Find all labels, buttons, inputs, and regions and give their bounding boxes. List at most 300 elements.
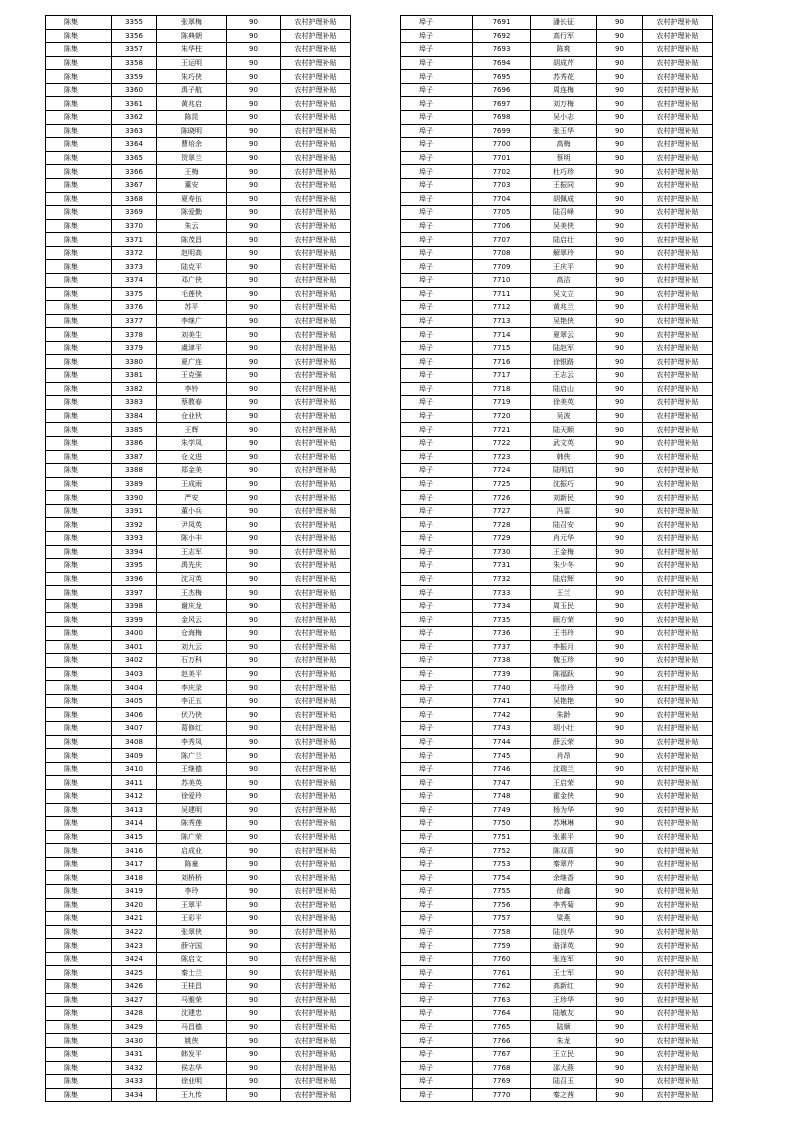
place-cell: 埠子	[401, 56, 473, 70]
amount-cell: 90	[227, 382, 281, 396]
table-row	[401, 817, 713, 831]
table-row	[401, 233, 713, 247]
number-cell: 7756	[473, 898, 531, 912]
table-row	[401, 165, 713, 179]
place-cell: 埠子	[401, 1020, 473, 1034]
place-cell: 陈集	[46, 355, 112, 369]
place-cell: 埠子	[401, 29, 473, 43]
table-row	[401, 735, 713, 749]
table-row	[46, 722, 351, 736]
subsidy-type-cell: 农村护理补贴	[281, 423, 351, 437]
table-row	[401, 572, 713, 586]
name-cell: 朱龄	[531, 708, 597, 722]
amount-cell: 90	[597, 219, 643, 233]
place-cell: 埠子	[401, 138, 473, 152]
table-row	[401, 776, 713, 790]
amount-cell: 90	[227, 328, 281, 342]
number-cell: 7712	[473, 301, 531, 315]
place-cell: 陈集	[46, 654, 112, 668]
subsidy-type-cell: 农村护理补贴	[281, 627, 351, 641]
amount-cell: 90	[227, 491, 281, 505]
amount-cell: 90	[227, 151, 281, 165]
name-cell: 曹培余	[157, 138, 227, 152]
place-cell: 埠子	[401, 382, 473, 396]
name-cell: 董安	[157, 178, 227, 192]
subsidy-type-cell: 农村护理补贴	[281, 233, 351, 247]
table-row	[46, 803, 351, 817]
subsidy-type-cell: 农村护理补贴	[281, 206, 351, 220]
number-cell: 3363	[112, 124, 157, 138]
subsidy-type-cell: 农村护理补贴	[281, 912, 351, 926]
number-cell: 7754	[473, 871, 531, 885]
place-cell: 埠子	[401, 151, 473, 165]
table-row	[401, 436, 713, 450]
place-cell: 陈集	[46, 314, 112, 328]
place-cell: 埠子	[401, 762, 473, 776]
amount-cell: 90	[227, 1075, 281, 1089]
number-cell: 3391	[112, 504, 157, 518]
table-row	[46, 654, 351, 668]
table-row	[46, 151, 351, 165]
number-cell: 7717	[473, 369, 531, 383]
name-cell: 薛守国	[157, 939, 227, 953]
table-row	[401, 694, 713, 708]
subsidy-type-cell: 农村护理补贴	[281, 871, 351, 885]
number-cell: 7747	[473, 776, 531, 790]
number-cell: 3404	[112, 681, 157, 695]
place-cell: 陈集	[46, 722, 112, 736]
subsidy-type-cell: 农村护理补贴	[643, 749, 713, 763]
place-cell: 陈集	[46, 396, 112, 410]
table-row	[46, 314, 351, 328]
table-row	[46, 667, 351, 681]
number-cell: 7740	[473, 681, 531, 695]
place-cell: 埠子	[401, 980, 473, 994]
number-cell: 7691	[473, 16, 531, 30]
name-cell: 陈启文	[157, 952, 227, 966]
name-cell: 韩发平	[157, 1047, 227, 1061]
amount-cell: 90	[227, 898, 281, 912]
name-cell: 陈爽	[531, 43, 597, 57]
table-row	[401, 355, 713, 369]
amount-cell: 90	[227, 450, 281, 464]
place-cell: 陈集	[46, 912, 112, 926]
table-row	[401, 43, 713, 57]
table-row	[46, 138, 351, 152]
number-cell: 7769	[473, 1075, 531, 1089]
amount-cell: 90	[227, 1088, 281, 1102]
name-cell: 王运明	[157, 56, 227, 70]
name-cell: 武文英	[531, 436, 597, 450]
table-row	[401, 993, 713, 1007]
table-row	[46, 328, 351, 342]
name-cell: 张素平	[531, 830, 597, 844]
subsidy-type-cell: 农村护理补贴	[643, 993, 713, 1007]
place-cell: 埠子	[401, 654, 473, 668]
amount-cell: 90	[597, 545, 643, 559]
table-row	[46, 56, 351, 70]
table-row	[46, 531, 351, 545]
number-cell: 7701	[473, 151, 531, 165]
table-row	[46, 287, 351, 301]
name-cell: 魏玉珍	[531, 654, 597, 668]
table-row	[401, 382, 713, 396]
subsidy-type-cell: 农村护理补贴	[281, 369, 351, 383]
amount-cell: 90	[597, 260, 643, 274]
amount-cell: 90	[227, 192, 281, 206]
number-cell: 3426	[112, 980, 157, 994]
place-cell: 埠子	[401, 966, 473, 980]
name-cell: 陆启山	[531, 382, 597, 396]
subsidy-type-cell: 农村护理补贴	[643, 423, 713, 437]
name-cell: 胡小壮	[531, 722, 597, 736]
name-cell: 蔡明	[531, 151, 597, 165]
place-cell: 埠子	[401, 518, 473, 532]
amount-cell: 90	[597, 694, 643, 708]
subsidy-type-cell: 农村护理补贴	[643, 1020, 713, 1034]
name-cell: 陈福跃	[531, 667, 597, 681]
subsidy-type-cell: 农村护理补贴	[643, 1061, 713, 1075]
place-cell: 埠子	[401, 233, 473, 247]
amount-cell: 90	[597, 111, 643, 125]
number-cell: 3365	[112, 151, 157, 165]
amount-cell: 90	[227, 70, 281, 84]
amount-cell: 90	[227, 29, 281, 43]
subsidy-type-cell: 农村护理补贴	[281, 939, 351, 953]
name-cell: 吴艳侠	[531, 314, 597, 328]
place-cell: 埠子	[401, 559, 473, 573]
amount-cell: 90	[227, 776, 281, 790]
subsidy-type-cell: 农村护理补贴	[643, 586, 713, 600]
amount-cell: 90	[227, 1007, 281, 1021]
place-cell: 埠子	[401, 165, 473, 179]
subsidy-type-cell: 农村护理补贴	[643, 817, 713, 831]
name-cell: 李继广	[157, 314, 227, 328]
table-row	[46, 450, 351, 464]
subsidy-type-cell: 农村护理补贴	[643, 151, 713, 165]
name-cell: 解翠玲	[531, 246, 597, 260]
subsidy-type-cell: 农村护理补贴	[643, 803, 713, 817]
number-cell: 7763	[473, 993, 531, 1007]
subsidy-type-cell: 农村护理补贴	[643, 206, 713, 220]
name-cell: 王志云	[531, 369, 597, 383]
table-row	[401, 396, 713, 410]
amount-cell: 90	[597, 559, 643, 573]
amount-cell: 90	[597, 980, 643, 994]
name-cell: 王书玲	[531, 627, 597, 641]
amount-cell: 90	[597, 423, 643, 437]
place-cell: 陈集	[46, 206, 112, 220]
number-cell: 7709	[473, 260, 531, 274]
place-cell: 埠子	[401, 219, 473, 233]
name-cell: 王辉	[157, 423, 227, 437]
table-row	[46, 165, 351, 179]
amount-cell: 90	[227, 355, 281, 369]
name-cell: 徐爱玲	[157, 789, 227, 803]
number-cell: 3367	[112, 178, 157, 192]
subsidy-type-cell: 农村护理补贴	[643, 545, 713, 559]
subsidy-type-cell: 农村护理补贴	[281, 654, 351, 668]
table-row	[46, 1047, 351, 1061]
place-cell: 埠子	[401, 599, 473, 613]
amount-cell: 90	[597, 1047, 643, 1061]
subsidy-type-cell: 农村护理补贴	[281, 287, 351, 301]
place-cell: 陈集	[46, 70, 112, 84]
place-cell: 陈集	[46, 586, 112, 600]
place-cell: 陈集	[46, 369, 112, 383]
place-cell: 陈集	[46, 694, 112, 708]
subsidy-type-cell: 农村护理补贴	[281, 749, 351, 763]
table-row	[46, 789, 351, 803]
name-cell: 吴小志	[531, 111, 597, 125]
table-row	[401, 504, 713, 518]
table-row	[401, 1088, 713, 1102]
number-cell: 7750	[473, 817, 531, 831]
table-row	[46, 844, 351, 858]
name-cell: 徐银路	[531, 355, 597, 369]
name-cell: 苏美英	[157, 776, 227, 790]
place-cell: 陈集	[46, 328, 112, 342]
place-cell: 埠子	[401, 1034, 473, 1048]
number-cell: 7731	[473, 559, 531, 573]
place-cell: 陈集	[46, 124, 112, 138]
amount-cell: 90	[227, 504, 281, 518]
subsidy-type-cell: 农村护理补贴	[281, 667, 351, 681]
name-cell: 夏寿伍	[157, 192, 227, 206]
amount-cell: 90	[597, 341, 643, 355]
name-cell: 杜巧珍	[531, 165, 597, 179]
number-cell: 7714	[473, 328, 531, 342]
subsidy-type-cell: 农村护理补贴	[643, 246, 713, 260]
table-row	[401, 980, 713, 994]
amount-cell: 90	[597, 803, 643, 817]
place-cell: 埠子	[401, 16, 473, 30]
place-cell: 埠子	[401, 70, 473, 84]
place-cell: 埠子	[401, 640, 473, 654]
place-cell: 陈集	[46, 545, 112, 559]
amount-cell: 90	[227, 654, 281, 668]
table-row	[401, 1007, 713, 1021]
subsidy-type-cell: 农村护理补贴	[281, 857, 351, 871]
place-cell: 埠子	[401, 192, 473, 206]
number-cell: 3388	[112, 464, 157, 478]
name-cell: 吴美侠	[531, 219, 597, 233]
place-cell: 埠子	[401, 844, 473, 858]
subsidy-type-cell: 农村护理补贴	[643, 952, 713, 966]
place-cell: 埠子	[401, 898, 473, 912]
place-cell: 陈集	[46, 260, 112, 274]
table-row	[401, 885, 713, 899]
amount-cell: 90	[597, 178, 643, 192]
name-cell: 朱云	[157, 219, 227, 233]
number-cell: 7761	[473, 966, 531, 980]
number-cell: 7741	[473, 694, 531, 708]
amount-cell: 90	[227, 749, 281, 763]
name-cell: 王成雨	[157, 477, 227, 491]
number-cell: 7722	[473, 436, 531, 450]
name-cell: 陈小丰	[157, 531, 227, 545]
name-cell: 侯志华	[157, 1061, 227, 1075]
place-cell: 陈集	[46, 29, 112, 43]
place-cell: 陈集	[46, 409, 112, 423]
subsidy-type-cell: 农村护理补贴	[281, 1020, 351, 1034]
subsidy-type-cell: 农村护理补贴	[643, 667, 713, 681]
number-cell: 3360	[112, 83, 157, 97]
amount-cell: 90	[227, 640, 281, 654]
amount-cell: 90	[227, 817, 281, 831]
name-cell: 陈童	[157, 857, 227, 871]
amount-cell: 90	[597, 1007, 643, 1021]
number-cell: 3421	[112, 912, 157, 926]
subsidy-type-cell: 农村护理补贴	[281, 124, 351, 138]
number-cell: 3356	[112, 29, 157, 43]
name-cell: 韩侠	[531, 450, 597, 464]
table-row	[46, 1020, 351, 1034]
subsidy-type-cell: 农村护理补贴	[643, 464, 713, 478]
table-row	[401, 260, 713, 274]
subsidy-type-cell: 农村护理补贴	[643, 111, 713, 125]
table-row	[46, 464, 351, 478]
table-row	[401, 192, 713, 206]
subsidy-type-cell: 农村护理补贴	[643, 97, 713, 111]
table-row	[46, 178, 351, 192]
subsidy-type-cell: 农村护理补贴	[643, 328, 713, 342]
subsidy-type-cell: 农村护理补贴	[643, 29, 713, 43]
place-cell: 陈集	[46, 518, 112, 532]
place-cell: 埠子	[401, 531, 473, 545]
place-cell: 埠子	[401, 287, 473, 301]
amount-cell: 90	[597, 599, 643, 613]
name-cell: 董小兵	[157, 504, 227, 518]
table-row	[401, 762, 713, 776]
subsidy-type-cell: 农村护理补贴	[643, 694, 713, 708]
name-cell: 陈广兰	[157, 749, 227, 763]
table-row	[46, 423, 351, 437]
table-row	[401, 491, 713, 505]
name-cell: 高洁	[531, 273, 597, 287]
table-row	[46, 382, 351, 396]
number-cell: 7702	[473, 165, 531, 179]
subsidy-type-cell: 农村护理补贴	[643, 966, 713, 980]
name-cell: 徐鑫	[531, 885, 597, 899]
place-cell: 陈集	[46, 952, 112, 966]
place-cell: 埠子	[401, 436, 473, 450]
place-cell: 陈集	[46, 789, 112, 803]
place-cell: 陈集	[46, 627, 112, 641]
number-cell: 3400	[112, 627, 157, 641]
name-cell: 金风云	[157, 613, 227, 627]
place-cell: 埠子	[401, 952, 473, 966]
name-cell: 朱少冬	[531, 559, 597, 573]
subsidy-type-cell: 农村护理补贴	[281, 572, 351, 586]
amount-cell: 90	[227, 287, 281, 301]
amount-cell: 90	[227, 464, 281, 478]
amount-cell: 90	[227, 97, 281, 111]
amount-cell: 90	[597, 776, 643, 790]
table-row	[401, 138, 713, 152]
table-row	[401, 1075, 713, 1089]
number-cell: 3428	[112, 1007, 157, 1021]
amount-cell: 90	[597, 885, 643, 899]
place-cell: 埠子	[401, 423, 473, 437]
subsidy-type-cell: 农村护理补贴	[643, 56, 713, 70]
name-cell: 徐美英	[531, 396, 597, 410]
number-cell: 7748	[473, 789, 531, 803]
subsidy-type-cell: 农村护理补贴	[643, 613, 713, 627]
table-row	[46, 952, 351, 966]
amount-cell: 90	[227, 993, 281, 1007]
table-row	[401, 246, 713, 260]
name-cell: 马崇玲	[531, 681, 597, 695]
name-cell: 陈广荣	[157, 830, 227, 844]
table-row	[46, 912, 351, 926]
subsidy-type-cell: 农村护理补贴	[281, 219, 351, 233]
amount-cell: 90	[597, 165, 643, 179]
table-row	[46, 545, 351, 559]
number-cell: 7758	[473, 925, 531, 939]
amount-cell: 90	[227, 531, 281, 545]
amount-cell: 90	[227, 246, 281, 260]
subsidy-type-cell: 农村护理补贴	[281, 301, 351, 315]
subsidy-type-cell: 农村护理补贴	[281, 518, 351, 532]
amount-cell: 90	[227, 803, 281, 817]
amount-cell: 90	[227, 559, 281, 573]
place-cell: 埠子	[401, 83, 473, 97]
place-cell: 陈集	[46, 844, 112, 858]
name-cell: 仓义进	[157, 450, 227, 464]
name-cell: 仓海梅	[157, 627, 227, 641]
amount-cell: 90	[597, 817, 643, 831]
table-row	[46, 206, 351, 220]
amount-cell: 90	[597, 871, 643, 885]
subsidy-type-cell: 农村护理补贴	[643, 396, 713, 410]
name-cell: 陆召玉	[531, 1075, 597, 1089]
table-row	[46, 504, 351, 518]
name-cell: 陆赵军	[531, 341, 597, 355]
subsidy-type-cell: 农村护理补贴	[643, 640, 713, 654]
table-row	[401, 83, 713, 97]
table-row	[401, 871, 713, 885]
number-cell: 3416	[112, 844, 157, 858]
name-cell: 王庆平	[531, 260, 597, 274]
amount-cell: 90	[227, 1034, 281, 1048]
name-cell: 杨为华	[531, 803, 597, 817]
table-row	[401, 29, 713, 43]
subsidy-type-cell: 农村护理补贴	[643, 912, 713, 926]
place-cell: 埠子	[401, 789, 473, 803]
subsidy-type-cell: 农村护理补贴	[643, 627, 713, 641]
amount-cell: 90	[597, 1075, 643, 1089]
table-row	[401, 111, 713, 125]
table-row	[401, 559, 713, 573]
number-cell: 7720	[473, 409, 531, 423]
place-cell: 埠子	[401, 43, 473, 57]
table-row	[46, 97, 351, 111]
place-cell: 陈集	[46, 966, 112, 980]
place-cell: 埠子	[401, 708, 473, 722]
table-row	[46, 273, 351, 287]
number-cell: 3415	[112, 830, 157, 844]
amount-cell: 90	[597, 912, 643, 926]
subsidy-type-cell: 农村护理补贴	[643, 124, 713, 138]
table-row	[401, 531, 713, 545]
amount-cell: 90	[227, 545, 281, 559]
table-row	[46, 83, 351, 97]
place-cell: 陈集	[46, 301, 112, 315]
subsidy-type-cell: 农村护理补贴	[281, 966, 351, 980]
place-cell: 陈集	[46, 16, 112, 30]
name-cell: 王立民	[531, 1047, 597, 1061]
